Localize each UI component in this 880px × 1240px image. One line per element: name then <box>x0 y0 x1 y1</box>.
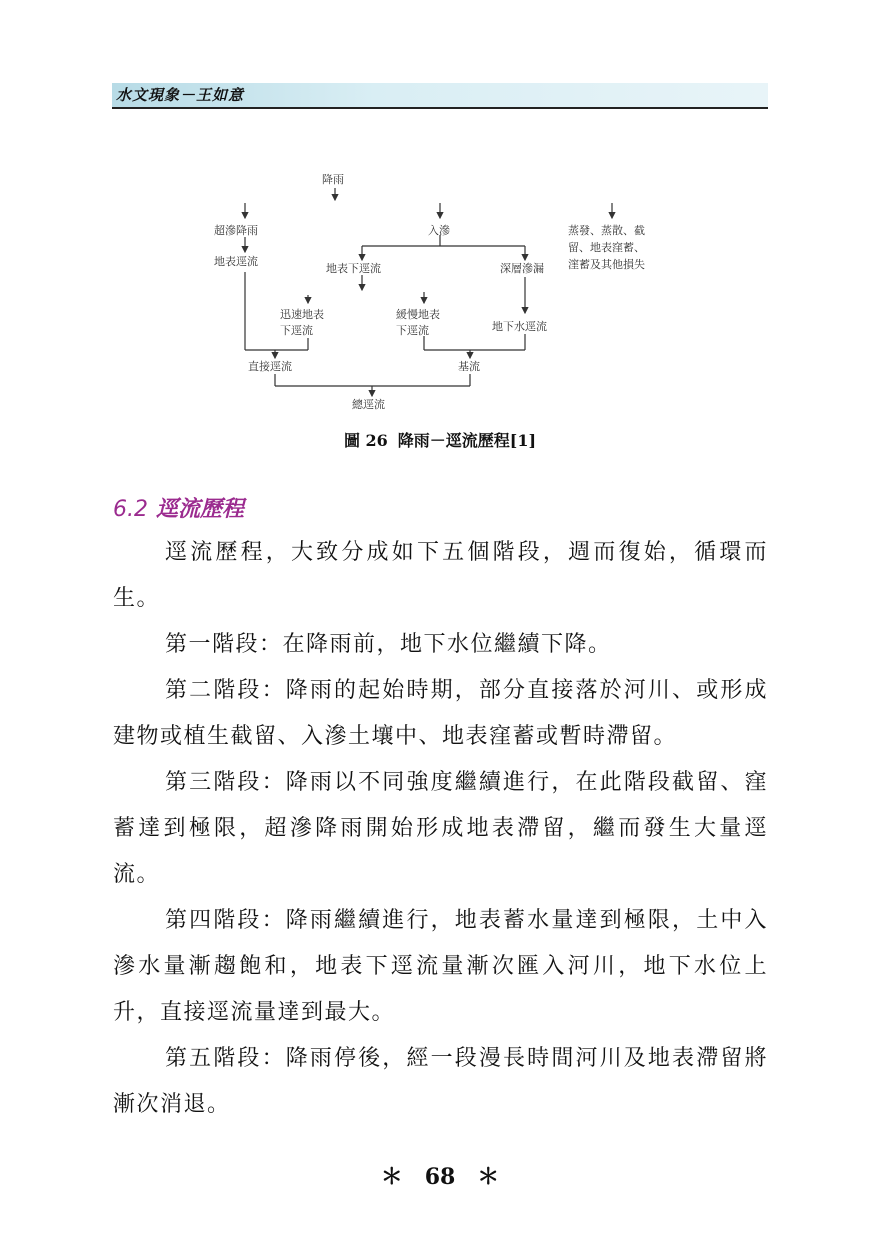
node-losses-line2: 留、地表窪蓄、 <box>568 241 645 254</box>
figure-number: 圖 26 <box>343 431 388 450</box>
section-heading <box>113 492 244 523</box>
section-number: 6.2 <box>113 497 148 522</box>
runoff-flow-diagram <box>0 0 880 430</box>
node-deep-percolation: 深層滲漏 <box>500 262 544 275</box>
node-base-flow: 基流 <box>458 360 480 373</box>
figure-caption <box>0 428 880 451</box>
section-title: 逕流歷程 <box>156 497 245 522</box>
node-excess-rain: 超滲降雨 <box>214 224 258 237</box>
node-overland-flow: 地表逕流 <box>214 255 258 268</box>
node-slow-subsurface-2: 下逕流 <box>396 324 429 337</box>
node-rain: 降雨 <box>322 173 344 186</box>
node-subsurface-flow: 地表下逕流 <box>326 262 381 275</box>
page-number: ＊ 68 ＊ <box>380 1164 500 1190</box>
node-total-runoff: 總逕流 <box>352 398 385 411</box>
node-slow-subsurface-1: 緩慢地表 <box>396 308 440 321</box>
node-infiltration: 入滲 <box>428 224 450 237</box>
paragraph-stage-2: 第二階段：降雨的起始時期，部分直接落於河川、或形成建物或植生截留、入滲土壤中、地表窪蓄或暫時滯留。 <box>113 678 768 749</box>
node-losses-line1: 蒸發、蒸散、截 <box>568 224 645 237</box>
node-quick-subsurface-2: 下逕流 <box>280 324 313 337</box>
paragraph-stage-1: 第一階段：在降雨前，地下水位繼續下降。 <box>165 632 612 657</box>
paragraph-stage-5: 第五階段：降雨停後，經一段漫長時間河川及地表滯留將漸次消退。 <box>113 1046 768 1117</box>
paragraph-intro: 逕流歷程，大致分成如下五個階段，週而復始，循環而生。 <box>113 540 768 611</box>
node-quick-subsurface-1: 迅速地表 <box>280 308 324 321</box>
running-header-title: 水文現象－王如意 <box>116 86 245 104</box>
figure-title: 降雨－逕流歷程[1] <box>397 431 537 450</box>
node-direct-runoff: 直接逕流 <box>248 360 292 373</box>
diagram-connectors <box>245 188 612 396</box>
paragraph-stage-4: 第四階段：降雨繼續進行，地表蓄水量達到極限，土中入滲水量漸趨飽和，地表下逕流量漸次匯入河川，地下水位上升，直接逕流量達到最大。 <box>113 908 768 1025</box>
diagram-labels <box>214 172 645 411</box>
paragraph-stage-3: 第三階段：降雨以不同強度繼續進行，在此階段截留、窪蓄達到極限，超滲降雨開始形成地表滯留，繼而發生大量逕流。 <box>113 770 768 887</box>
node-groundwater-flow: 地下水逕流 <box>492 320 547 333</box>
node-losses-line3: 漥蓄及其他損失 <box>568 258 645 271</box>
